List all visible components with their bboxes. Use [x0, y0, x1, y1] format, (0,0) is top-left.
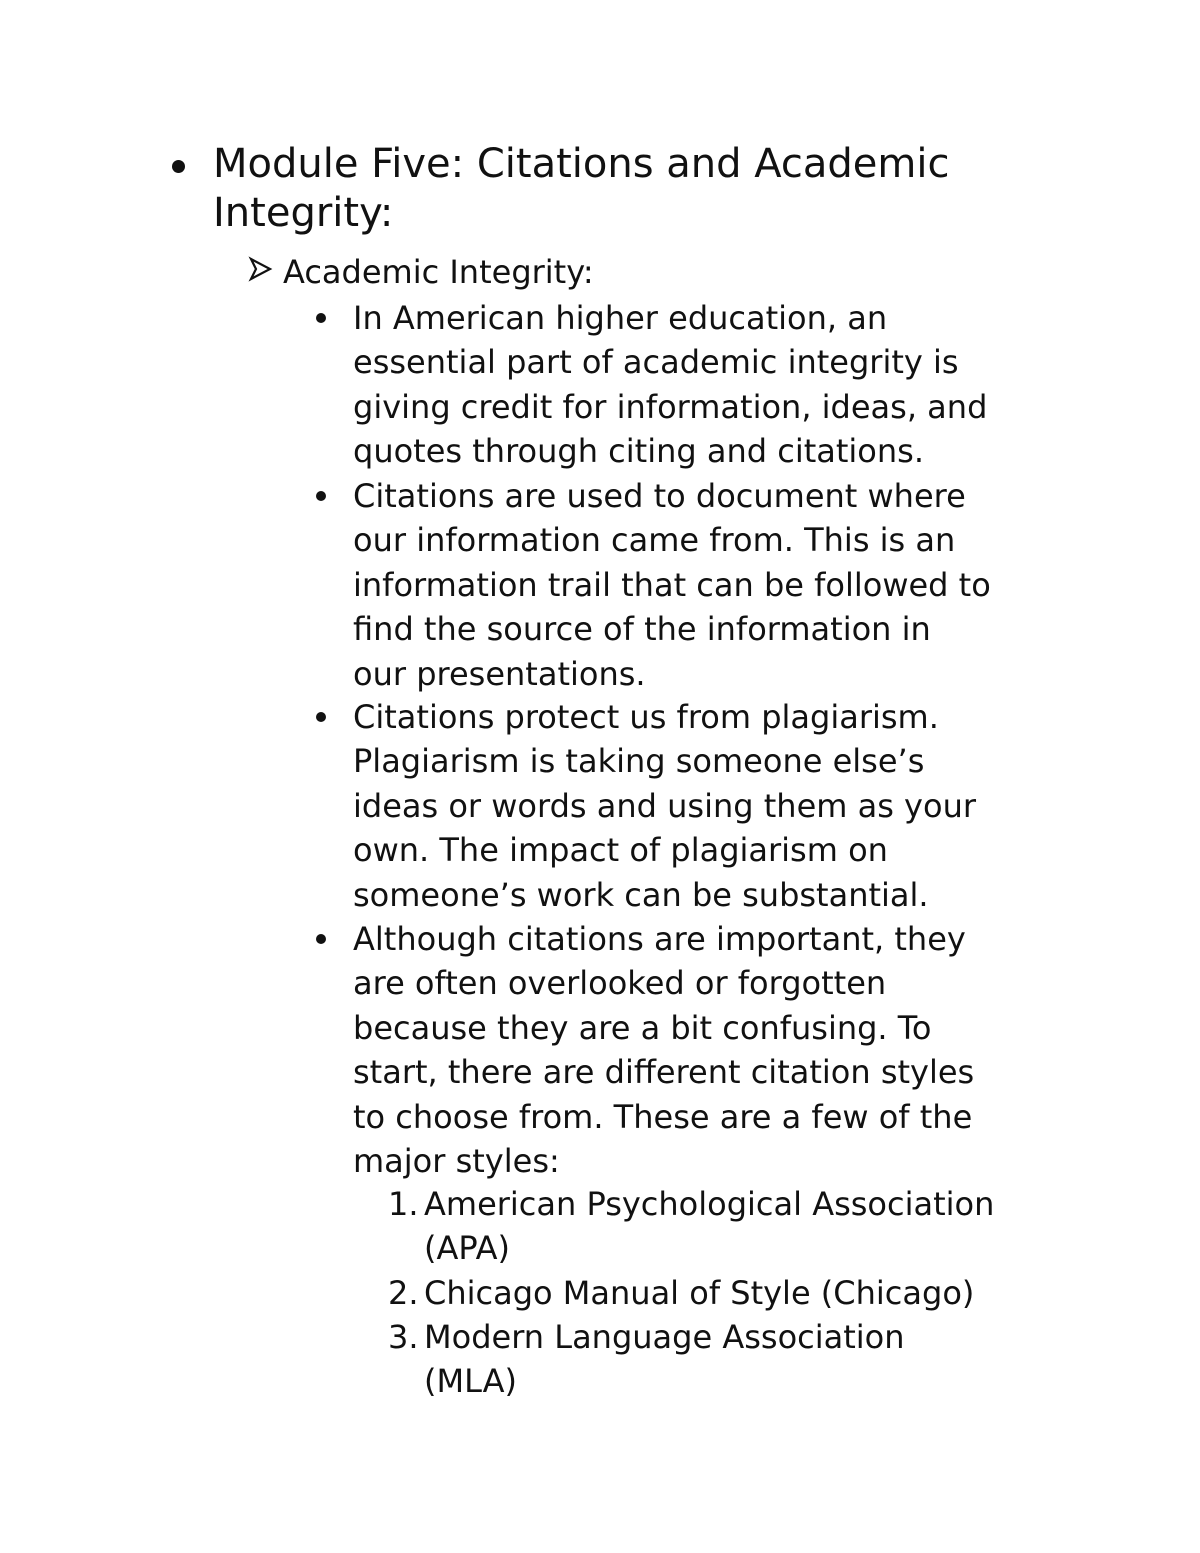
item-number: 2. — [388, 1274, 419, 1312]
module-heading-item — [172, 140, 1032, 238]
style-label: Chicago Manual of Style (Chicago) — [424, 1274, 975, 1312]
item-number: 1. — [388, 1185, 419, 1223]
list-item — [316, 695, 1056, 917]
list-item — [316, 474, 1056, 696]
list-item-text: Although citations are important, they are often overlooked or forgotten because they are a bit confusing. To start, there are different citation styles to choose from. These are a few of the major styles: — [353, 920, 975, 1181]
list-item-text: In American higher education, an essential part of academic integrity is giving credit for information, ideas, and quotes through citing and citations. — [353, 299, 988, 471]
list-item — [316, 296, 1056, 474]
style-label: Modern Language Association (MLA) — [424, 1318, 905, 1401]
numbered-item — [388, 1182, 1058, 1271]
section-label: Academic Integrity: — [283, 253, 594, 291]
numbered-item — [388, 1315, 1058, 1404]
list-item-text: Citations are used to document where our information came from. This is an information trail that can be followed to find the source of the information in our presentations. — [353, 477, 991, 693]
list-item — [316, 917, 1056, 1183]
arrow-bullet-icon — [248, 256, 274, 282]
numbered-item — [388, 1271, 1058, 1315]
style-label: American Psychological Association (APA) — [424, 1185, 995, 1268]
bullet-icon — [172, 160, 185, 173]
bullet-icon — [316, 712, 326, 722]
section-item — [248, 252, 1048, 292]
bullet-icon — [316, 491, 326, 501]
list-item-text: Citations protect us from plagiarism. Plagiarism is taking someone else’s ideas or words and using them as your own. The impact of plagiarism on someone’s work can be substantial. — [353, 698, 976, 914]
module-heading: Module Five: Citations and Academic Integrity: — [213, 141, 950, 236]
bullet-icon — [316, 313, 326, 323]
bullet-icon — [316, 934, 326, 944]
item-number: 3. — [388, 1318, 419, 1356]
